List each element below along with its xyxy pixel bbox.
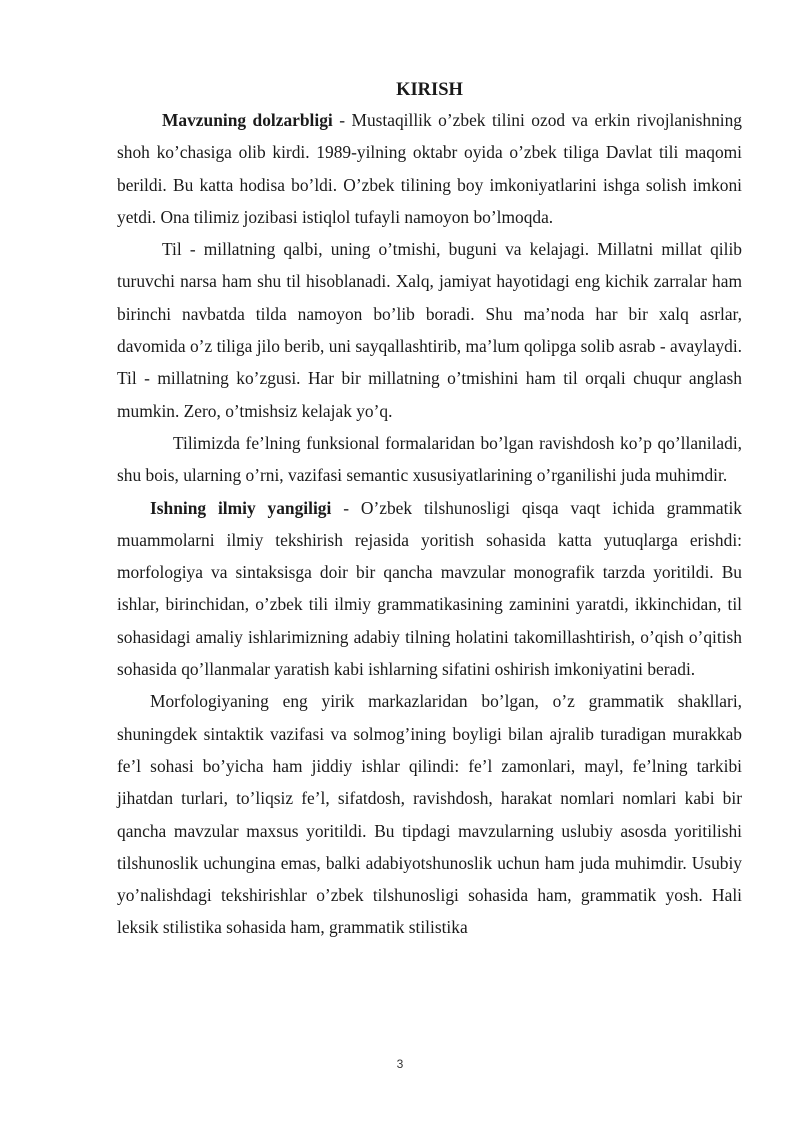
paragraph-text: Morfologiyaning eng yirik markazlaridan bo’lgan, o’z grammatik shakllari, shuningdek sintaktik vazifasi va solmog’ining boyligi bilan ajralib turadigan murakkab fe’l sohasi bo’yicha ham jiddiy ishlar qilindi: fe’l zamonlari, mayl, fe’lning tarkibi jihatdan turlari, to’liqsiz fe’l, sifatdosh, ravishdosh, harakat nomlari nomlari kabi bir qancha mavzular maxsus yoritildi. Bu tipdagi mavzularning uslubiy asosda yoritilishi tilshunoslik uchungina emas, balki adabiyotshunoslik uchun ham juda muhimdir. Usubiy yo’nalishdagi tekshirishlar o’zbek tilshunosligi sohasida ham, grammatik yosh. Hali leksik stilistika sohasida ham, grammatik stilistika [117, 691, 742, 938]
paragraph-text: Tilimizda fe’lning funksional formalaridan bo’lgan ravishdosh ko’p qo’llaniladi, shu bois, ularning o’rni, vazifasi semantic xususiyatlarining o’rganilishi juda muhimdir. [117, 432, 742, 486]
paragraph-text: - Mustaqillik o’zbek tilini ozod va erkin rivojlanishning shoh ko’chasiga olib kirdi. 1989-yilning oktabr oyida o’zbek tiliga Davlat tili maqomi berildi. Bu katta hodisa bo’ldi. O’zbek tilining boy imkoniyatlarini ishga solish imkoni yetdi. Ona tilimiz jozibasi istiqlol tufayli namoyon bo’lmoqda. [117, 110, 742, 227]
paragraph-heading-relevance: Mavzuning dolzarbligi [162, 110, 333, 130]
paragraph-morphology [117, 685, 742, 943]
paragraph-text: Til - millatning qalbi, uning o’tmishi, buguni va kelajagi. Millatni millat qilib turuvchi narsa ham shu til hisoblanadi. Xalq, jamiyat hayotidagi eng kichik zarralar ham birinchi navbatda tilda namoyon bo’lib boradi. Shu ma’noda har bir xalq asrlar, davomida o’z tiliga jilo berib, uni sayqallashtirib, ma’lum qolipga solib asrab - avaylaydi. Til - millatning ko’zgusi. Har bir millatning o’tmishini ham til orqali chuqur anglash mumkin. Zero, o’tmishsiz kelajak yo’q. [117, 239, 742, 421]
paragraph-text: - O’zbek tilshunosligi qisqa vaqt ichida grammatik muammolarni ilmiy tekshirish rejasida yoritish sohasida katta yutuqlarga erishdi: morfologiya va sintaksisga doir bir qancha mavzular monografik tarzda yoritildi. Bu ishlar, birinchidan, o’zbek tili ilmiy grammatikasining zaminini yaratdi, ikkinchidan, til sohasidagi amaliy ishlarimizning adabiy tilning holatini takomillashtirish, o’qish o’qitish sohasida qo’llanmalar yaratish kabi ishlarning sifatini oshirish imkoniyatini beradi. [117, 497, 743, 680]
paragraph-language [117, 233, 742, 427]
paragraph-relevance [117, 104, 742, 233]
page-title: KIRISH [396, 80, 463, 100]
paragraph-heading-novelty: Ishning ilmiy yangiligi [150, 497, 332, 518]
paragraph-scientific-novelty [117, 492, 742, 686]
document-body [117, 74, 742, 944]
page-number: 3 [396, 1057, 404, 1071]
paragraph-verb-forms [117, 427, 742, 492]
